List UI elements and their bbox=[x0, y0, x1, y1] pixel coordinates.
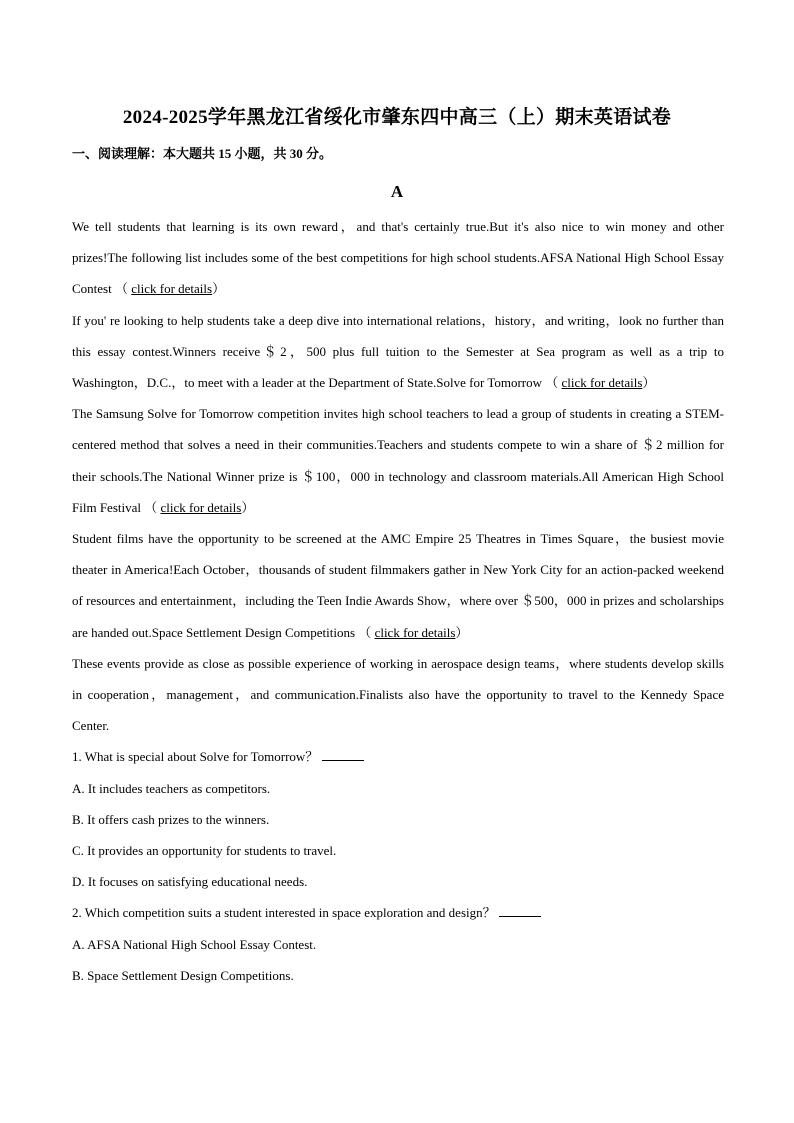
question-2-stem bbox=[72, 897, 724, 928]
passage-paragraph-5: These events provide as close as possible experience of working in aerospace design teams，where students develop skills in cooperation，management，and communication.Finalists also have the opportunity to travel to the Kennedy Space Center. bbox=[72, 655, 724, 734]
details-link[interactable]: click for details bbox=[131, 281, 213, 297]
paren-close: ） bbox=[241, 499, 255, 515]
passage-paragraph-1 bbox=[72, 211, 724, 305]
question-1-option-a: A. It includes teachers as competitors. bbox=[72, 780, 271, 796]
details-link[interactable]: click for details bbox=[561, 375, 643, 391]
section-heading: 一、阅读理解：本大题共 15 小题，共 30 分。 bbox=[72, 146, 333, 161]
question-text: 1. What is special about Solve for Tomorrow？ bbox=[72, 749, 319, 765]
paragraph-text: The Samsung Solve for Tomorrow competition invites high school teachers to lead a group of students in creating a STEM-centered method that solves a need in their communities.Teachers and students compete to win a share of ＄2 million for their schools.The National Winner prize is ＄100，000 in technology and classroom materials.All American High School Film Festival （ bbox=[72, 406, 724, 515]
details-link[interactable]: click for details bbox=[374, 624, 456, 640]
answer-blank[interactable] bbox=[499, 902, 541, 917]
passage-and-questions bbox=[72, 211, 724, 991]
paragraph-text: If you' re looking to help students take a deep dive into international relations，history，and writing，look no further than this essay contest.Winners receive＄2，500 plus full tuition to the Semester at Sea program as well as a trip to Washington，D.C.，to meet with a leader at the Department of State.Solve for Tomorrow （ bbox=[72, 312, 724, 391]
question-1-option-d: D. It focuses on satisfying educational needs. bbox=[72, 874, 308, 890]
paren-close: ） bbox=[212, 281, 226, 297]
question-1-option-c: C. It provides an opportunity for students to travel. bbox=[72, 843, 337, 859]
part-label: A bbox=[390, 182, 404, 201]
question-text: 2. Which competition suits a student interested in space exploration and design？ bbox=[72, 905, 496, 921]
question-2-option-a: A. AFSA National High School Essay Contest. bbox=[72, 936, 317, 952]
answer-blank[interactable] bbox=[322, 746, 364, 761]
paren-close: ） bbox=[642, 375, 656, 391]
paren-close: ） bbox=[455, 624, 469, 640]
question-1-option-b: B. It offers cash prizes to the winners. bbox=[72, 811, 270, 827]
paragraph-text: Student films have the opportunity to be screened at the AMC Empire 25 Theatres in Times Square，the busiest movie theater in America!Each October，thousands of student filmmakers gather in New York City for an action-packed weekend of resources and entertainment，including the Teen Indie Awards Show，where over ＄500，000 in prizes and scholarships are handed out.Space Settlement Design Competitions （ bbox=[72, 531, 724, 640]
passage-paragraph-2 bbox=[72, 305, 724, 399]
page-title: 2024-2025学年黑龙江省绥化市肇东四中高三（上）期末英语试卷 bbox=[122, 107, 672, 128]
paragraph-text: We tell students that learning is its own reward，and that's certainly true.But it's also nice to win money and other prizes!The following list includes some of the best competitions for high school students.AFSA National High School Essay Contest （ bbox=[72, 219, 724, 297]
passage-paragraph-4 bbox=[72, 523, 724, 648]
question-2-option-b: B. Space Settlement Design Competitions. bbox=[72, 967, 294, 983]
passage-paragraph-3 bbox=[72, 398, 724, 523]
details-link[interactable]: click for details bbox=[160, 499, 242, 515]
question-1-stem bbox=[72, 741, 724, 772]
